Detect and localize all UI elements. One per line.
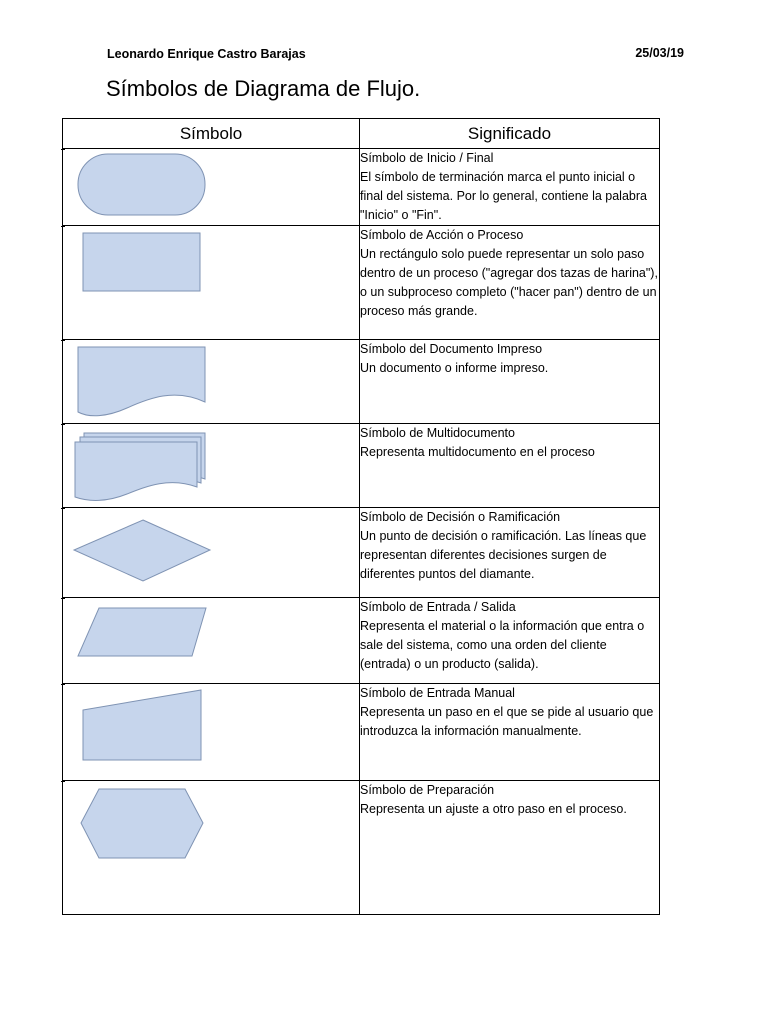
document-symbol xyxy=(63,340,360,423)
meaning-column-header: Significado xyxy=(360,119,660,149)
symbol-name: Símbolo de Acción o Proceso xyxy=(360,228,524,242)
table-row xyxy=(63,226,660,340)
table-row xyxy=(63,508,660,598)
meaning-cell xyxy=(360,149,660,226)
table-row xyxy=(63,340,660,424)
table-row xyxy=(63,424,660,508)
symbol-description: Representa un ajuste a otro paso en el proceso. xyxy=(360,802,627,816)
table-row xyxy=(63,598,660,684)
symbol-name: Símbolo de Entrada Manual xyxy=(360,686,515,700)
table-row xyxy=(63,684,660,781)
symbol-description: Un punto de decisión o ramificación. Las líneas que representan diferentes decisiones surgen de diferentes puntos del diamante. xyxy=(360,529,647,581)
meaning-cell xyxy=(360,598,660,684)
symbol-name: Símbolo de Preparación xyxy=(360,783,495,797)
manual-input-symbol xyxy=(63,684,360,780)
symbols-table xyxy=(62,118,660,915)
symbol-column-header: Símbolo xyxy=(63,119,360,149)
symbol-name: Símbolo de Multidocumento xyxy=(360,426,515,440)
symbol-cell xyxy=(63,149,360,226)
preparation-symbol xyxy=(63,781,360,914)
meaning-cell xyxy=(360,226,660,340)
symbol-cell xyxy=(63,424,360,508)
symbol-name: Símbolo de Entrada / Salida xyxy=(360,600,516,614)
table-row xyxy=(63,781,660,915)
document-date: 25/03/19 xyxy=(635,46,684,60)
terminator-symbol xyxy=(63,149,360,225)
symbol-cell xyxy=(63,508,360,598)
symbol-cell xyxy=(63,340,360,424)
symbol-description: El símbolo de terminación marca el punto inicial o final del sistema. Por lo general, contiene la palabra "Inicio" o "Fin". xyxy=(360,170,647,222)
meaning-cell xyxy=(360,508,660,598)
symbol-cell xyxy=(63,684,360,781)
multidocument-symbol xyxy=(63,424,360,507)
table-row xyxy=(63,149,660,226)
symbol-cell xyxy=(63,781,360,915)
symbol-name: Símbolo de Inicio / Final xyxy=(360,151,494,165)
meaning-cell xyxy=(360,684,660,781)
meaning-cell xyxy=(360,424,660,508)
symbol-description: Representa multidocumento en el proceso xyxy=(360,445,595,459)
document-title: Símbolos de Diagrama de Flujo. xyxy=(106,76,421,101)
decision-symbol xyxy=(63,508,360,597)
symbol-description: Representa el material o la información que entra o sale del sistema, como una orden del cliente (entrada) o un producto (salida). xyxy=(360,619,645,671)
symbol-cell xyxy=(63,226,360,340)
symbol-description: Un rectángulo solo puede representar un solo paso dentro de un proceso ("agregar dos tazas de harina"), o un subproceso completo ("hacer pan") dentro de un proceso más grande. xyxy=(360,247,658,318)
symbol-description: Representa un paso en el que se pide al usuario que introduzca la información manualmente. xyxy=(360,705,654,738)
author-name: Leonardo Enrique Castro Barajas xyxy=(107,47,306,61)
symbol-description: Un documento o informe impreso. xyxy=(360,361,549,375)
symbol-name: Símbolo del Documento Impreso xyxy=(360,342,543,356)
process-symbol xyxy=(63,226,360,339)
meaning-cell xyxy=(360,781,660,915)
symbol-name: Símbolo de Decisión o Ramificación xyxy=(360,510,561,524)
input-output-symbol xyxy=(63,598,360,683)
meaning-cell xyxy=(360,340,660,424)
symbol-cell xyxy=(63,598,360,684)
table-header-row xyxy=(63,119,660,149)
